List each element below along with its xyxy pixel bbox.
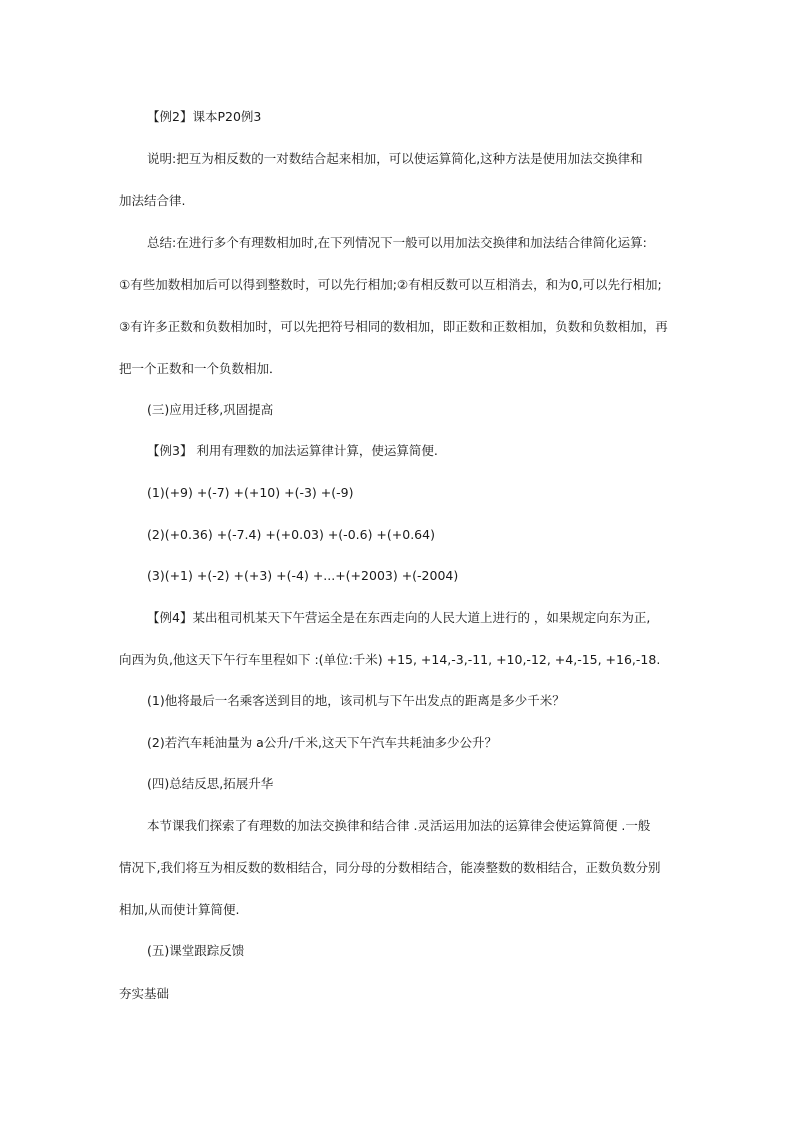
- example-3-heading: 【例3】 利用有理数的加法运算律计算，使运算简便.: [147, 443, 438, 458]
- example-2-heading: 【例2】课本P20例3: [147, 109, 262, 124]
- example-3-item-1: (1)(+9) +(-7) +(+10) +(-3) +(-9): [147, 485, 354, 500]
- section-3-heading: (三)应用迁移,巩固提高: [147, 402, 274, 417]
- summary-line-4: 把一个正数和一个负数相加．: [119, 361, 282, 376]
- example-3-item-3: (3)(+1) +(-2) +(+3) +(-4) +...+(+2003) +(-2004): [147, 568, 459, 583]
- example-3-item-2: (2)(+0.36) +(-7.4) +(+0.03) +(-0.6) +(+0.64): [147, 527, 435, 542]
- example-4-question-2: (2)若汽车耗油量为 a公升/千米,这天下午汽车共耗油多少公升？: [147, 735, 498, 750]
- reflection-line-3: 相加,从而使计算简便.: [119, 902, 240, 917]
- foundation-heading: 夯实基础: [119, 986, 170, 1001]
- example-4-line-1: 【例4】某出租司机某天下午营运全是在东西走向的人民大道上进行的 ，如果规定向东为正,: [147, 610, 651, 625]
- summary-line-1: 总结:在进行多个有理数相加时,在下列情况下一般可以用加法交换律和加法结合律简化运算:: [147, 235, 647, 250]
- explanation-line-1: 说明:把互为相反数的一对数结合起来相加，可以使运算简化,这种方法是使用加法交换律和: [147, 151, 643, 166]
- section-5-heading: (五)课堂跟踪反馈: [147, 943, 245, 958]
- example-4-line-2: 向西为负,他这天下午行车里程如下 :(单位:千米) +15, +14,-3,-11, +10,-12, +4,-15, +16,-18.: [119, 652, 661, 667]
- reflection-line-1: 本节课我们探索了有理数的加法交换律和结合律 .灵活运用加法的运算律会使运算简便 .一般: [147, 818, 651, 833]
- explanation-line-2: 加法结合律.: [119, 193, 186, 208]
- summary-line-3: ③有许多正数和负数相加时，可以先把符号相同的数相加，即正数和正数相加，负数和负数相加，再: [119, 319, 668, 334]
- example-4-question-1: (1)他将最后一名乘客送到目的地，该司机与下午出发点的距离是多少千米？: [147, 693, 565, 708]
- summary-line-2: ①有些加数相加后可以得到整数时，可以先行相加;②有相反数可以互相消去，和为0,可以先行相加;: [119, 277, 662, 292]
- reflection-line-2: 情况下,我们将互为相反数的数相结合，同分母的分数相结合，能凑整数的数相结合，正数负数分别: [119, 860, 661, 875]
- section-4-heading: (四)总结反思,拓展升华: [147, 776, 274, 791]
